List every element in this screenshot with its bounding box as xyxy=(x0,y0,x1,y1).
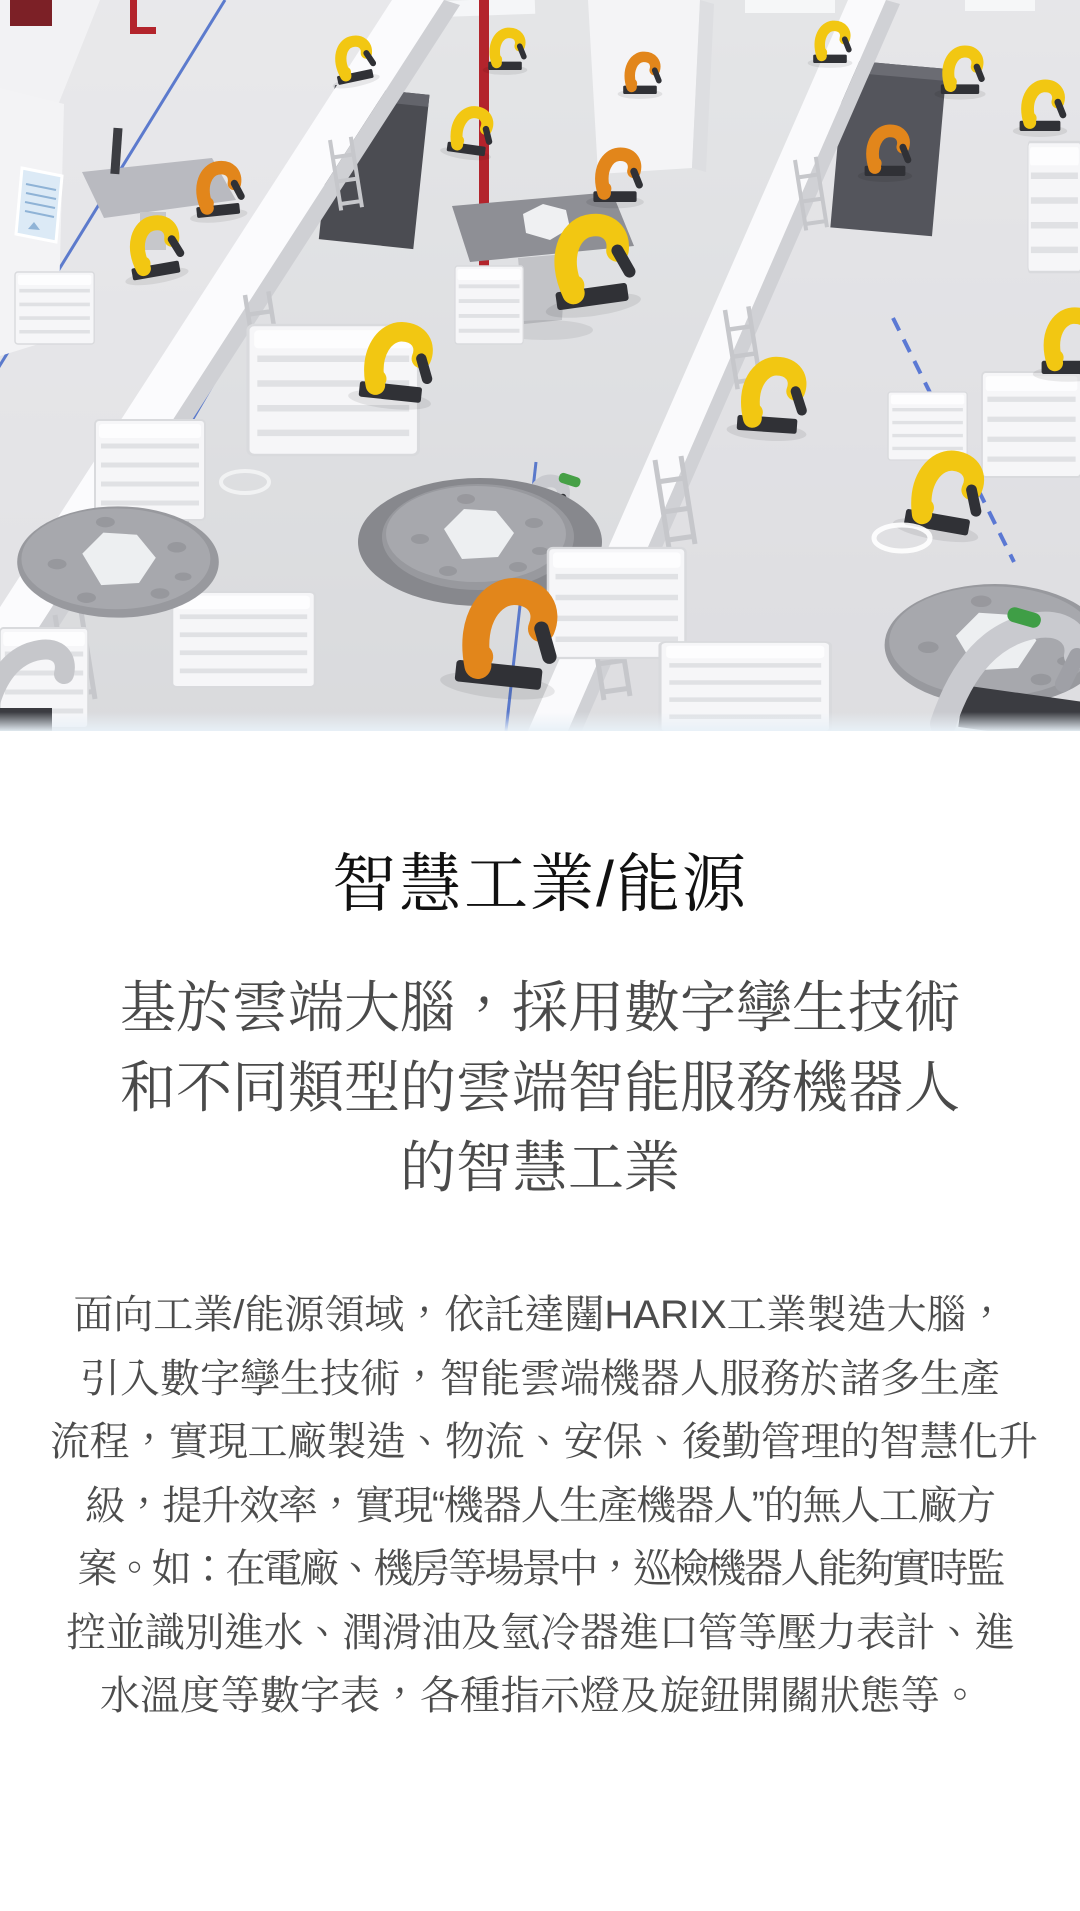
body-line-2: 引入數字孿生技術，智能雲端機器人服務於諸多生產 xyxy=(80,1356,1000,1401)
factory-illustration xyxy=(0,0,1080,731)
body-line-7: 水溫度等數字表，各種指示燈及旋鈕開關狀態等。 xyxy=(100,1674,980,1718)
subtitle-line-3: 的智慧工業 xyxy=(400,1136,680,1199)
body-line-3: 流程，實現工廠製造、物流、安保、後勤管理的智慧化升 xyxy=(50,1420,1038,1464)
body-line-6: 控並識別進水、潤滑油及氫冷器進口管等壓力表計、進 xyxy=(66,1610,1014,1655)
subtitle-line-2: 和不同類型的雲端智能服務機器人 xyxy=(120,1056,960,1119)
body-paragraph xyxy=(50,1284,1038,1729)
section-subtitle xyxy=(0,968,1080,1208)
body-line-1: 面向工業/能源領域，依託達闥HARIX工業製造大腦， xyxy=(73,1293,1007,1337)
subtitle-line-1: 基於雲端大腦，採用數字孿生技術 xyxy=(120,976,960,1039)
wall-sign-poster xyxy=(16,168,62,242)
body-line-5: 案。如：在電廠、機房等場景中，巡檢機器人能夠實時監 xyxy=(77,1547,1003,1591)
hero-image xyxy=(0,0,1080,731)
section-title: 智慧工業/能源 xyxy=(332,848,748,920)
body-line-4: 級，提升效率，實現“機器人生產機器人”的無人工廠方 xyxy=(85,1483,995,1528)
